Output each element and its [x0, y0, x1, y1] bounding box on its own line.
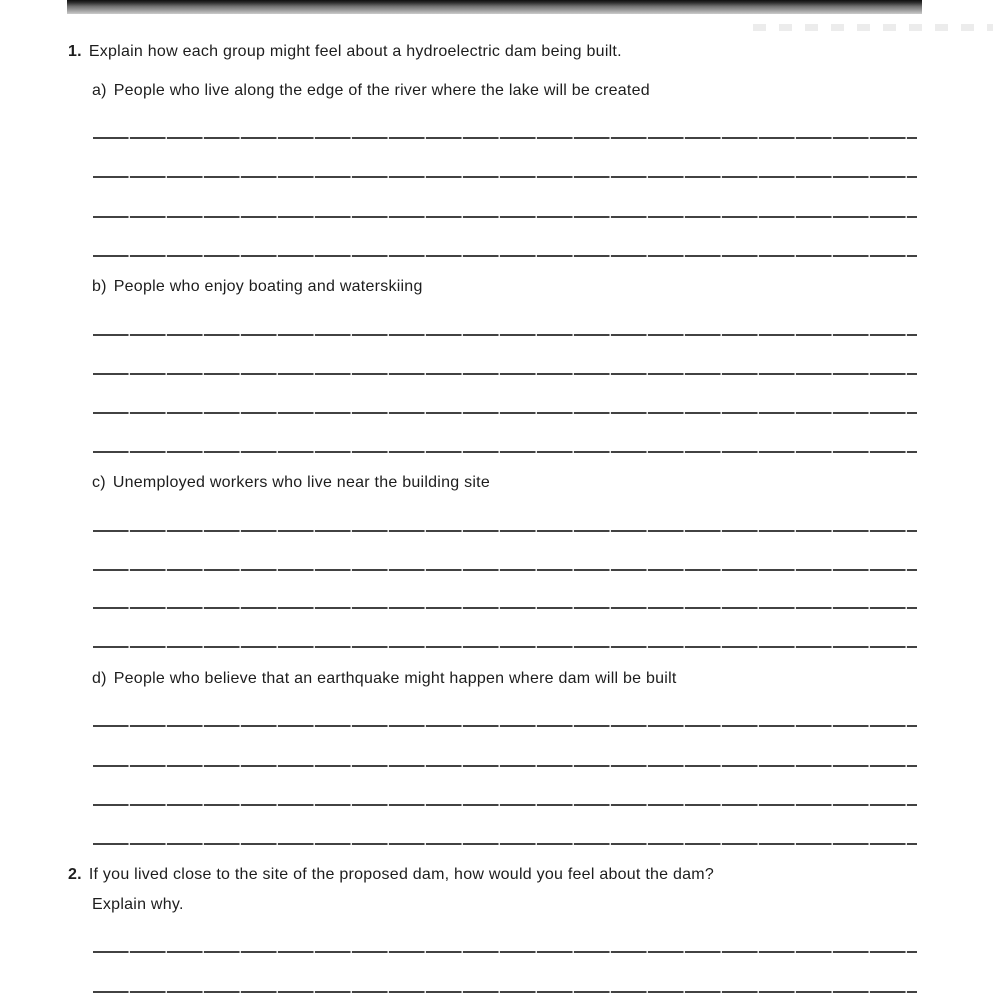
- answer-line: [93, 412, 917, 414]
- answer-line: [93, 991, 917, 993]
- part-d-text: People who believe that an earthquake might happen where dam will be built: [113, 670, 677, 687]
- answer-line: [93, 951, 917, 953]
- part-d-heading: [92, 669, 677, 689]
- header-rule-bar: [67, 0, 922, 14]
- question-2-text-line2: Explain why.: [92, 896, 184, 913]
- answer-line: [93, 607, 917, 609]
- part-a-heading: [92, 81, 650, 101]
- answer-line: [93, 451, 917, 453]
- question-1-number: 1.: [68, 43, 82, 60]
- answer-line: [93, 765, 917, 767]
- answer-line: [93, 646, 917, 648]
- part-d-label: d): [92, 670, 107, 687]
- answer-line: [93, 725, 917, 727]
- question-1-text: Explain how each group might feel about a hydroelectric dam being built.: [88, 43, 622, 60]
- answer-line: [93, 373, 917, 375]
- question-2-number: 2.: [68, 866, 82, 883]
- question-2-heading: [68, 865, 714, 885]
- question-1-heading: [68, 42, 622, 62]
- part-c-label: c): [92, 474, 106, 491]
- part-a-label: a): [92, 82, 107, 99]
- answer-line: [93, 137, 917, 139]
- part-b-label: b): [92, 278, 107, 295]
- answer-line: [93, 255, 917, 257]
- answer-line: [93, 804, 917, 806]
- part-c-heading: [92, 473, 490, 493]
- answer-line: [93, 530, 917, 532]
- answer-line: [93, 176, 917, 178]
- faint-dash-marks: [753, 24, 993, 31]
- question-2-text: If you lived close to the site of the proposed dam, how would you feel about the dam?: [88, 866, 715, 883]
- answer-line: [93, 216, 917, 218]
- answer-line: [93, 569, 917, 571]
- answer-line: [93, 843, 917, 845]
- part-a-text: People who live along the edge of the river where the lake will be created: [113, 82, 650, 99]
- part-b-heading: [92, 277, 423, 297]
- answer-line: [93, 334, 917, 336]
- part-c-text: Unemployed workers who live near the building site: [112, 474, 490, 491]
- part-b-text: People who enjoy boating and waterskiing: [113, 278, 423, 295]
